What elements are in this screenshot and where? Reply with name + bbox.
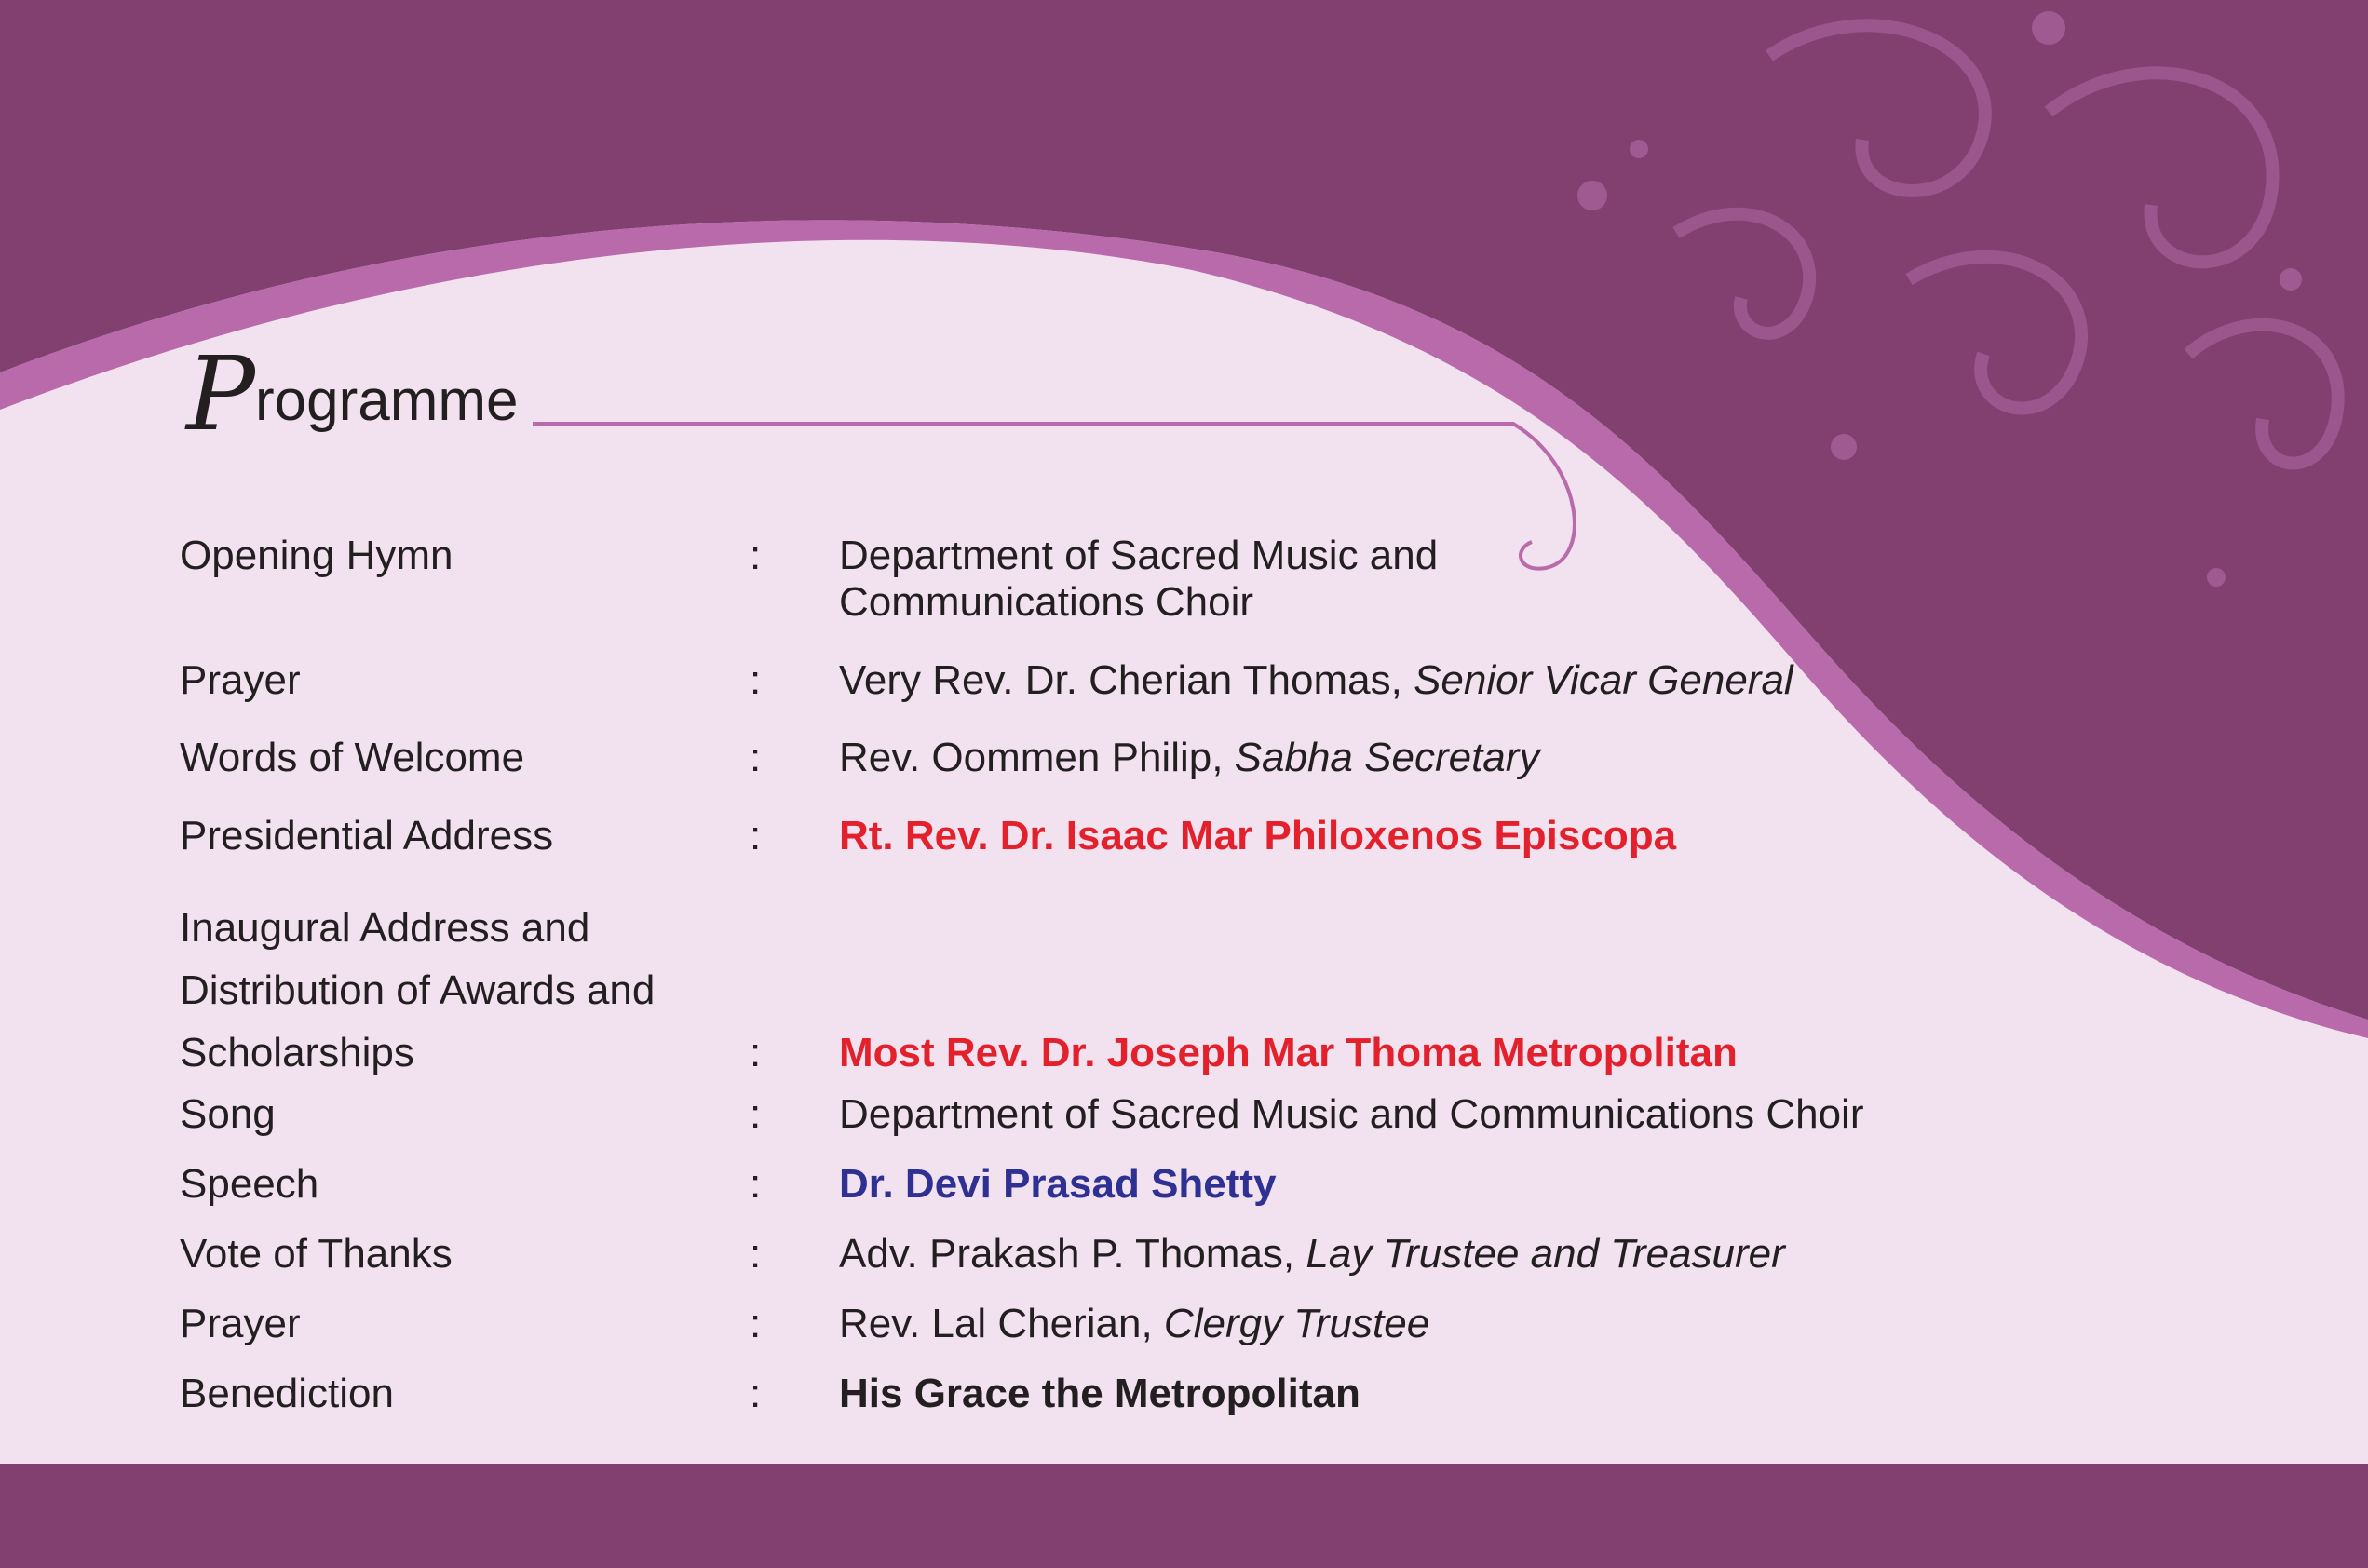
separator: :: [750, 735, 762, 780]
person-name: Most Rev. Dr. Joseph Mar Thoma Metropolitan: [839, 1030, 1738, 1075]
person-name: Rev. Oommen Philip,: [839, 735, 1224, 780]
person-role: Sabha Secretary: [1234, 735, 1540, 780]
item-value: [839, 1231, 1785, 1277]
separator: :: [750, 1231, 762, 1277]
person-role: Senior Vicar General: [1414, 657, 1793, 703]
person-name: Department of Sacred Music and Communications Choir: [839, 1091, 1864, 1137]
item-label: Prayer: [180, 1301, 301, 1346]
item-label: [180, 897, 655, 1084]
value-line: Department of Sacred Music and: [839, 533, 1439, 578]
person-name: Dr. Devi Prasad Shetty: [839, 1161, 1277, 1207]
item-label: Words of Welcome: [180, 735, 525, 780]
bottom-band: [0, 1464, 2368, 1568]
separator: :: [750, 1161, 762, 1207]
person-role: Lay Trustee and Treasurer: [1306, 1231, 1785, 1277]
page-title: [186, 334, 519, 453]
item-value: [839, 657, 1793, 704]
separator: :: [750, 1091, 762, 1137]
person-name: Rev. Lal Cherian,: [839, 1301, 1153, 1346]
item-label: Song: [180, 1091, 276, 1137]
person-name: Rt. Rev. Dr. Isaac Mar Philoxenos Episcopa: [839, 813, 1677, 858]
item-label: Opening Hymn: [180, 533, 453, 578]
title-rest: rogramme: [255, 369, 519, 433]
separator: :: [750, 533, 762, 578]
item-label: Speech: [180, 1161, 319, 1207]
item-label: Benediction: [180, 1371, 394, 1416]
item-value: [839, 1301, 1429, 1347]
person-name: Very Rev. Dr. Cherian Thomas,: [839, 657, 1402, 703]
item-label: Vote of Thanks: [180, 1231, 453, 1277]
title-initial: P: [186, 334, 256, 453]
item-value: [839, 533, 1438, 626]
value-line: Communications Choir: [839, 579, 1254, 625]
item-label: Prayer: [180, 657, 301, 703]
separator: :: [750, 813, 762, 858]
item-label: Presidential Address: [180, 813, 554, 858]
label-line: Scholarships: [180, 1030, 414, 1075]
label-line: Distribution of Awards and: [180, 967, 656, 1013]
separator: :: [750, 1371, 762, 1416]
person-name: Adv. Prakash P. Thomas,: [839, 1231, 1295, 1277]
item-value: [839, 735, 1539, 781]
person-name: His Grace the Metropolitan: [839, 1371, 1360, 1416]
separator: :: [750, 1030, 762, 1075]
separator: :: [750, 657, 762, 703]
person-role: Clergy Trustee: [1163, 1301, 1430, 1346]
label-line: Inaugural Address and: [180, 905, 590, 951]
separator: :: [750, 1301, 762, 1346]
